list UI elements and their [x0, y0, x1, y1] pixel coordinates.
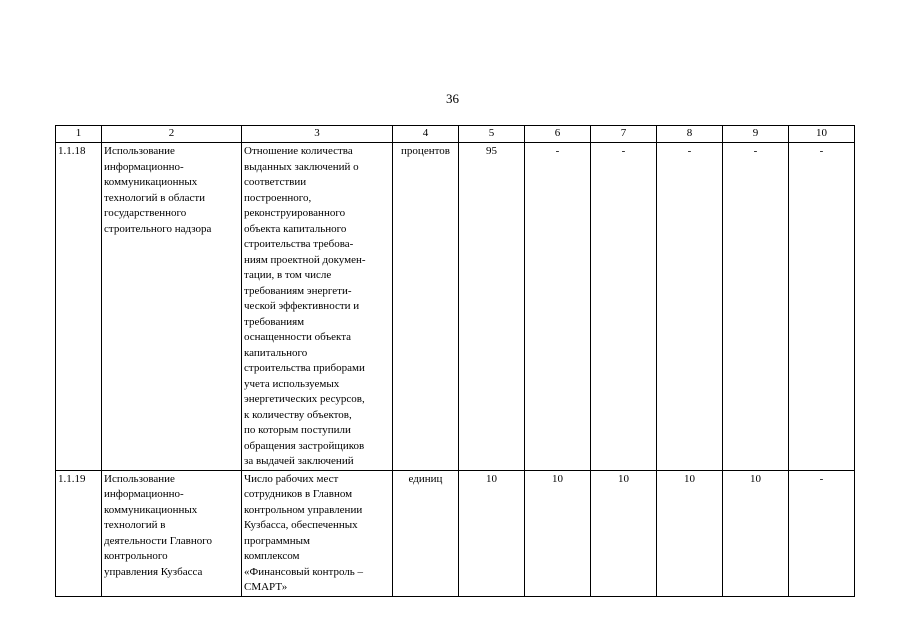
row-value: 10 [525, 470, 591, 596]
row-indicator-line: требованиям энергети- [244, 284, 352, 297]
row-name [102, 470, 242, 596]
column-header: 8 [657, 126, 723, 143]
row-code: 1.1.18 [56, 143, 102, 471]
row-indicator-line: требованиям [244, 315, 305, 328]
row-indicator-line: СМАРТ» [244, 581, 288, 593]
table-row [56, 143, 855, 471]
row-indicator-line: сотрудников в Главном [244, 488, 353, 500]
column-header: 9 [723, 126, 789, 143]
row-name-line: Использование [104, 472, 175, 485]
row-indicator-line: соответствии [244, 176, 307, 188]
row-indicator-line: выданных заключений о [244, 160, 359, 173]
row-indicator-line: реконструированного [244, 207, 346, 219]
row-indicator [242, 470, 393, 596]
row-value: - [657, 143, 723, 471]
row-indicator-line: «Финансовый контроль – [244, 565, 364, 578]
column-header: 1 [56, 126, 102, 143]
row-name-line: строительного надзора [104, 222, 212, 235]
row-value: - [789, 143, 855, 471]
row-indicator-line: к количеству объектов, [244, 408, 352, 421]
row-name-line: государственного [104, 207, 187, 219]
row-name-line: деятельности Главного [104, 534, 212, 547]
row-indicator-line: контрольном управлении [244, 503, 363, 516]
column-header: 7 [591, 126, 657, 143]
column-header: 6 [525, 126, 591, 143]
row-indicator-line: Кузбасса, обеспеченных [244, 519, 358, 531]
row-value: 10 [723, 470, 789, 596]
indicators-table [55, 125, 855, 597]
row-value: - [789, 470, 855, 596]
row-name-line: информационно- [104, 488, 184, 500]
row-value: 10 [591, 470, 657, 596]
row-name-line: контрольного [104, 550, 168, 562]
table-header-row [56, 126, 855, 143]
column-header: 4 [393, 126, 459, 143]
row-indicator-line: за выдачей заключений [244, 455, 354, 467]
row-name [102, 143, 242, 471]
row-code: 1.1.19 [56, 470, 102, 596]
column-header: 10 [789, 126, 855, 143]
row-indicator-line: Отношение количества [244, 145, 353, 157]
row-indicator-line: строительства требова- [244, 238, 354, 250]
row-indicator-line: энергетических ресурсов, [244, 393, 365, 405]
row-value: 10 [459, 470, 525, 596]
row-indicator-line: программным [244, 534, 310, 547]
row-indicator-line: построенного, [244, 191, 312, 204]
row-name-line: технологий в области [104, 191, 206, 204]
row-name-line: информационно- [104, 160, 184, 173]
row-unit: процентов [393, 143, 459, 471]
row-name-line: коммуникационных [104, 176, 198, 188]
table-row [56, 470, 855, 596]
row-indicator-line: по которым поступили [244, 424, 351, 436]
row-indicator [242, 143, 393, 471]
row-indicator-line: оснащенности объекта [244, 331, 352, 343]
row-indicator-line: комплексом [244, 550, 300, 562]
row-indicator-line: ческой эффективности и [244, 300, 360, 312]
column-header: 5 [459, 126, 525, 143]
row-indicator-line: обращения застройщиков [244, 439, 365, 452]
page-number: 36 [446, 91, 459, 106]
row-value: - [591, 143, 657, 471]
row-name-line: коммуникационных [104, 503, 198, 516]
row-unit: единиц [393, 470, 459, 596]
row-indicator-line: капитального [244, 346, 308, 359]
row-indicator-line: тации, в том числе [244, 269, 332, 281]
row-value: 95 [459, 143, 525, 471]
row-indicator-line: ниям проектной докумен- [244, 253, 366, 266]
row-indicator-line: учета используемых [244, 377, 340, 390]
row-indicator-line: Число рабочих мест [244, 472, 339, 485]
row-name-line: Использование [104, 145, 175, 157]
row-value: 10 [657, 470, 723, 596]
row-name-line: управления Кузбасса [104, 565, 203, 578]
row-indicator-line: объекта капитального [244, 222, 347, 235]
column-header: 2 [102, 126, 242, 143]
row-indicator-line: строительства приборами [244, 362, 365, 374]
row-name-line: технологий в [104, 519, 166, 531]
row-value: - [525, 143, 591, 471]
row-value: - [723, 143, 789, 471]
column-header: 3 [242, 126, 393, 143]
